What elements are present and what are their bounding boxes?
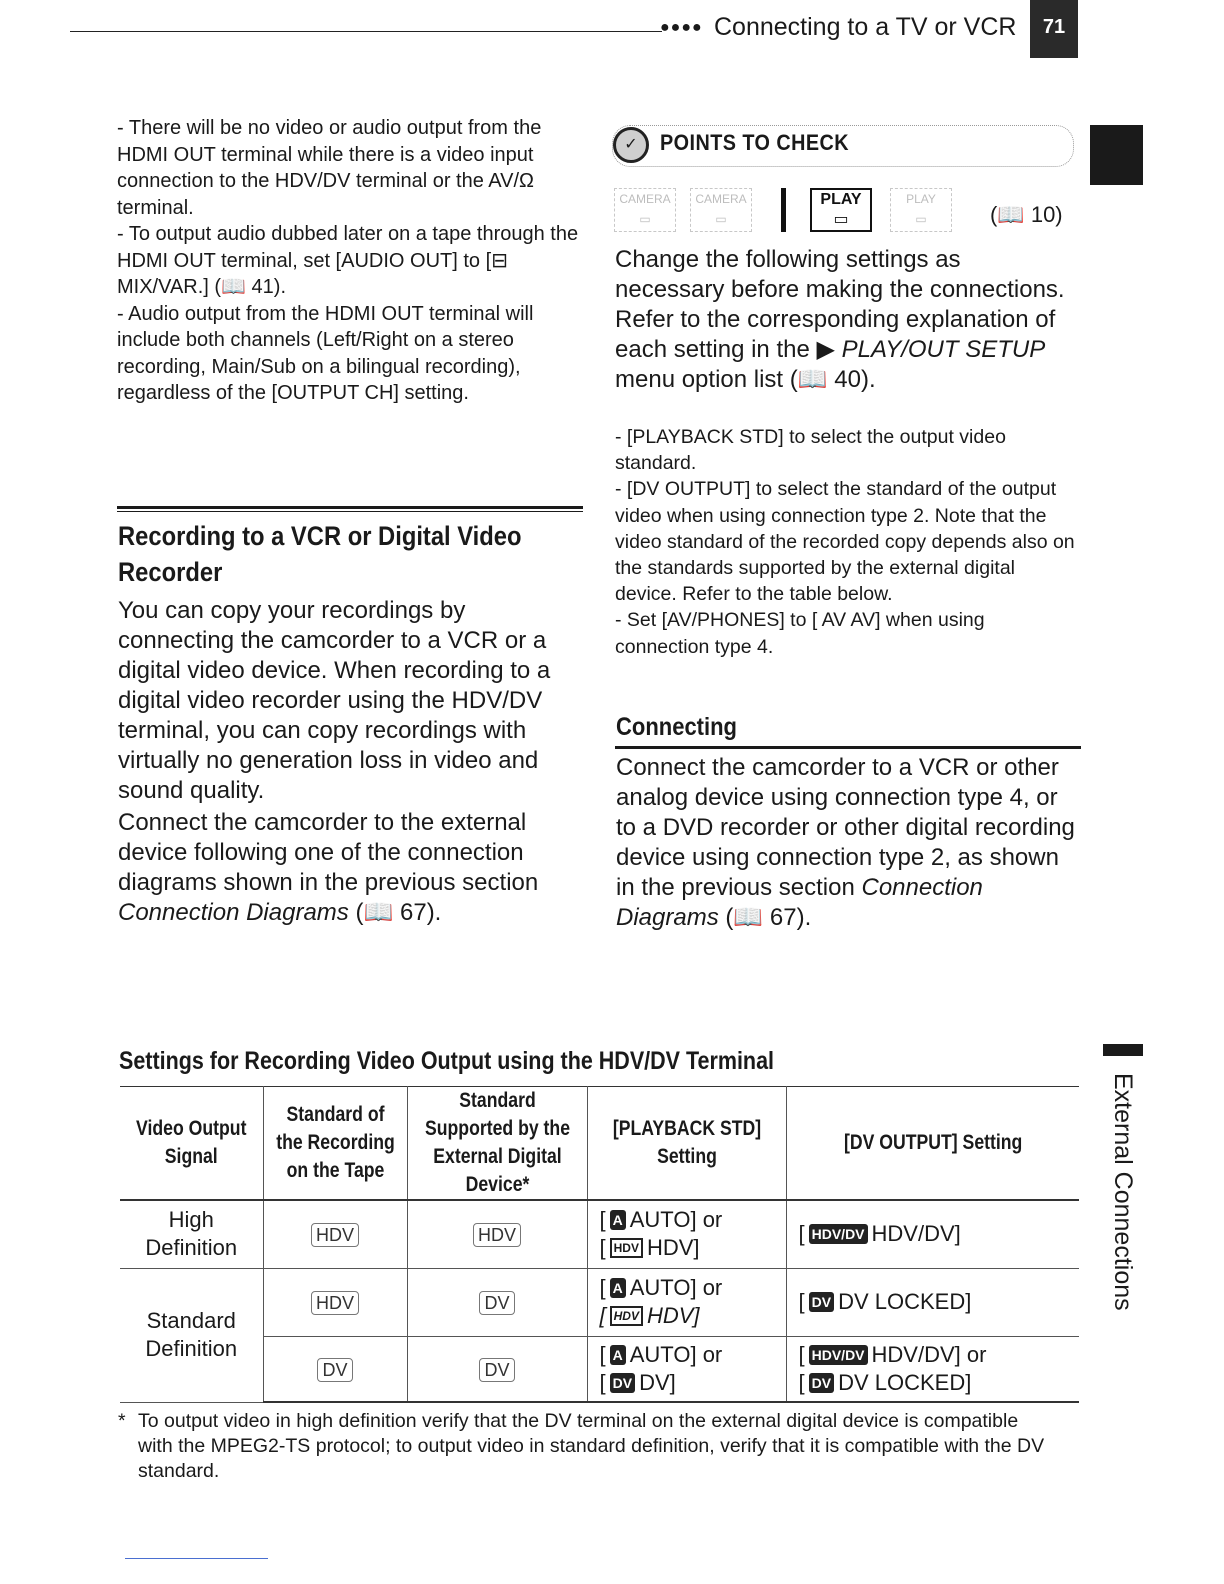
cross-reference-page[interactable]: (📖 67). <box>355 899 442 926</box>
page-number: 71 <box>1030 0 1078 58</box>
auto-icon: A <box>610 1345 626 1365</box>
points-to-check-label: POINTS TO CHECK <box>660 130 850 155</box>
tape-standard-cell: HDV <box>263 1268 407 1336</box>
dv-output-cell: [ DV DV LOCKED] <box>786 1268 1079 1336</box>
table-row <box>120 1200 1079 1268</box>
play-out-menu-icon: ▶ <box>816 336 835 363</box>
table-row <box>120 1268 1079 1336</box>
auto-icon: A <box>610 1278 626 1298</box>
checklist-item: - [PLAYBACK STD] to select the output video standard. <box>615 426 1006 475</box>
checklist-item: - [DV OUTPUT] to select the standard of the output video when using connection type 2. Note that the video standard of the recorded copy depends also on the standards supported by the external digital device. Refer to the table below. <box>615 478 1075 606</box>
recording-body <box>118 596 588 930</box>
dv-icon: DV <box>809 1292 834 1312</box>
tape-standard-cell: HDV <box>263 1200 407 1268</box>
checkmark-icon: ✓ <box>613 127 649 163</box>
signal-cell: Standard Definition <box>120 1268 263 1402</box>
hdmi-notes <box>117 115 587 407</box>
section-heading-recording: Recording to a VCR or Digital Video Recorder <box>118 521 522 587</box>
chapter-side-label[interactable]: External Connections <box>1109 1073 1137 1311</box>
body-paragraph: You can copy your recordings by connecting the camcorder to a VCR or a digital video device. When recording to a digital video recorder using the HDV/DV terminal, you can copy recordings with virtually no generation loss in video and sound quality. <box>118 597 551 804</box>
section-rule <box>117 506 583 512</box>
connecting-body: Connect the camcorder to a VCR or other analog device using connection type 4, or to a DVD recorder or other digital recording device using connection type 2, as shown in the previous section Connection Diagrams (📖 67). <box>616 754 1075 931</box>
chapter-tab-marker <box>1090 125 1143 185</box>
hdv-icon: HDV <box>610 1306 643 1326</box>
device-standard-cell: DV <box>407 1336 587 1402</box>
note-item: - There will be no video or audio output from the HDMI OUT terminal while there is a video input connection to the HDV/DV terminal or the AV/Ω terminal. <box>117 117 542 219</box>
hdv-icon: HDV <box>610 1238 643 1258</box>
table-row <box>120 1336 1079 1402</box>
mode-play-tape-icon: PLAY ▭ <box>810 188 872 232</box>
signal-cell: High Definition <box>120 1200 263 1268</box>
header-dots: ●●●● <box>660 19 703 36</box>
playback-std-cell: [ A AUTO] or [ HDV HDV] <box>587 1200 786 1268</box>
device-standard-cell: DV <box>407 1268 587 1336</box>
mode-separator <box>781 188 786 232</box>
table-title: Settings for Recording Video Output using the HDV/DV Terminal <box>119 1047 774 1075</box>
hdv-dv-icon: HDV/DV <box>809 1345 868 1365</box>
mode-camera-card-icon: CAMERA ▭ <box>690 188 752 232</box>
section-heading-connecting: Connecting <box>616 713 737 741</box>
section-rule <box>615 746 1081 749</box>
auto-icon: A <box>610 1210 626 1230</box>
modes-page-reference[interactable]: (📖 10) <box>990 202 1063 227</box>
settings-checklist <box>615 424 1077 660</box>
column-header: Standard Supported by the External Digital Device* <box>407 1087 587 1201</box>
hdv-dv-icon: HDV/DV <box>809 1224 868 1244</box>
dv-output-cell: [ HDV/DV HDV/DV] <box>786 1200 1079 1268</box>
settings-intro: Change the following settings as necessary before making the connections. Refer to the corresponding explanation of each setting in the ▶ PLAY/OUT SETUP menu option list (📖 40). <box>615 246 1065 393</box>
page-title: Connecting to a TV or VCR <box>714 13 1017 41</box>
chapter-tab-marker-small <box>1103 1044 1143 1056</box>
cross-reference-title[interactable]: Connection Diagrams <box>118 899 349 926</box>
body-paragraph: Connect the camcorder to the external device following one of the connection diagrams shown in the previous section Connection Diagrams (📖 67). <box>118 809 539 926</box>
note-item: - Audio output from the HDMI OUT terminal will include both channels (Left/Right on a stereo recording, Main/Sub on a bilingual recording), regardless of the [OUTPUT CH] setting. <box>117 302 534 404</box>
device-standard-cell: HDV <box>407 1200 587 1268</box>
note-item: - To output audio dubbed later on a tape through the HDMI OUT terminal, set [AUDIO OUT] to [⊟ MIX/VAR.] (📖 41). <box>117 223 579 298</box>
column-header: [PLAYBACK STD] Setting <box>587 1087 786 1201</box>
checklist-item: - Set [AV/PHONES] to [ AV AV] when using connection type 4. <box>615 609 985 658</box>
tape-standard-cell: DV <box>263 1336 407 1402</box>
dv-output-cell: [ HDV/DV HDV/DV] or [ DV DV LOCKED] <box>786 1336 1079 1402</box>
dv-icon: DV <box>610 1373 635 1393</box>
column-header: Video Output Signal <box>120 1087 263 1201</box>
table-header-row <box>120 1087 1079 1201</box>
table-footnote: * To output video in high definition verify that the DV terminal on the external digital device is compatible with the MPEG2-TS protocol; to output video in standard definition, verify that it is compatible with the DV standard. <box>118 1410 1045 1482</box>
cross-reference-page[interactable]: (📖 67). <box>725 904 812 931</box>
settings-table <box>120 1086 1079 1403</box>
column-header: Standard of the Recording on the Tape <box>263 1087 407 1201</box>
playback-std-cell: [ A AUTO] or [ DV DV] <box>587 1336 786 1402</box>
column-header: [DV OUTPUT] Setting <box>786 1087 1079 1201</box>
menu-name: PLAY/OUT SETUP <box>841 336 1046 363</box>
cross-reference-title[interactable]: Connection Diagrams <box>616 874 983 931</box>
dv-icon: DV <box>809 1373 834 1393</box>
header-rule <box>70 31 662 32</box>
bottom-rule <box>125 1558 268 1559</box>
mode-camera-tape-icon: CAMERA ▭ <box>614 188 676 232</box>
mode-play-card-icon: PLAY ▭ <box>890 188 952 232</box>
playback-std-cell: [ A AUTO] or [ HDV HDV] <box>587 1268 786 1336</box>
